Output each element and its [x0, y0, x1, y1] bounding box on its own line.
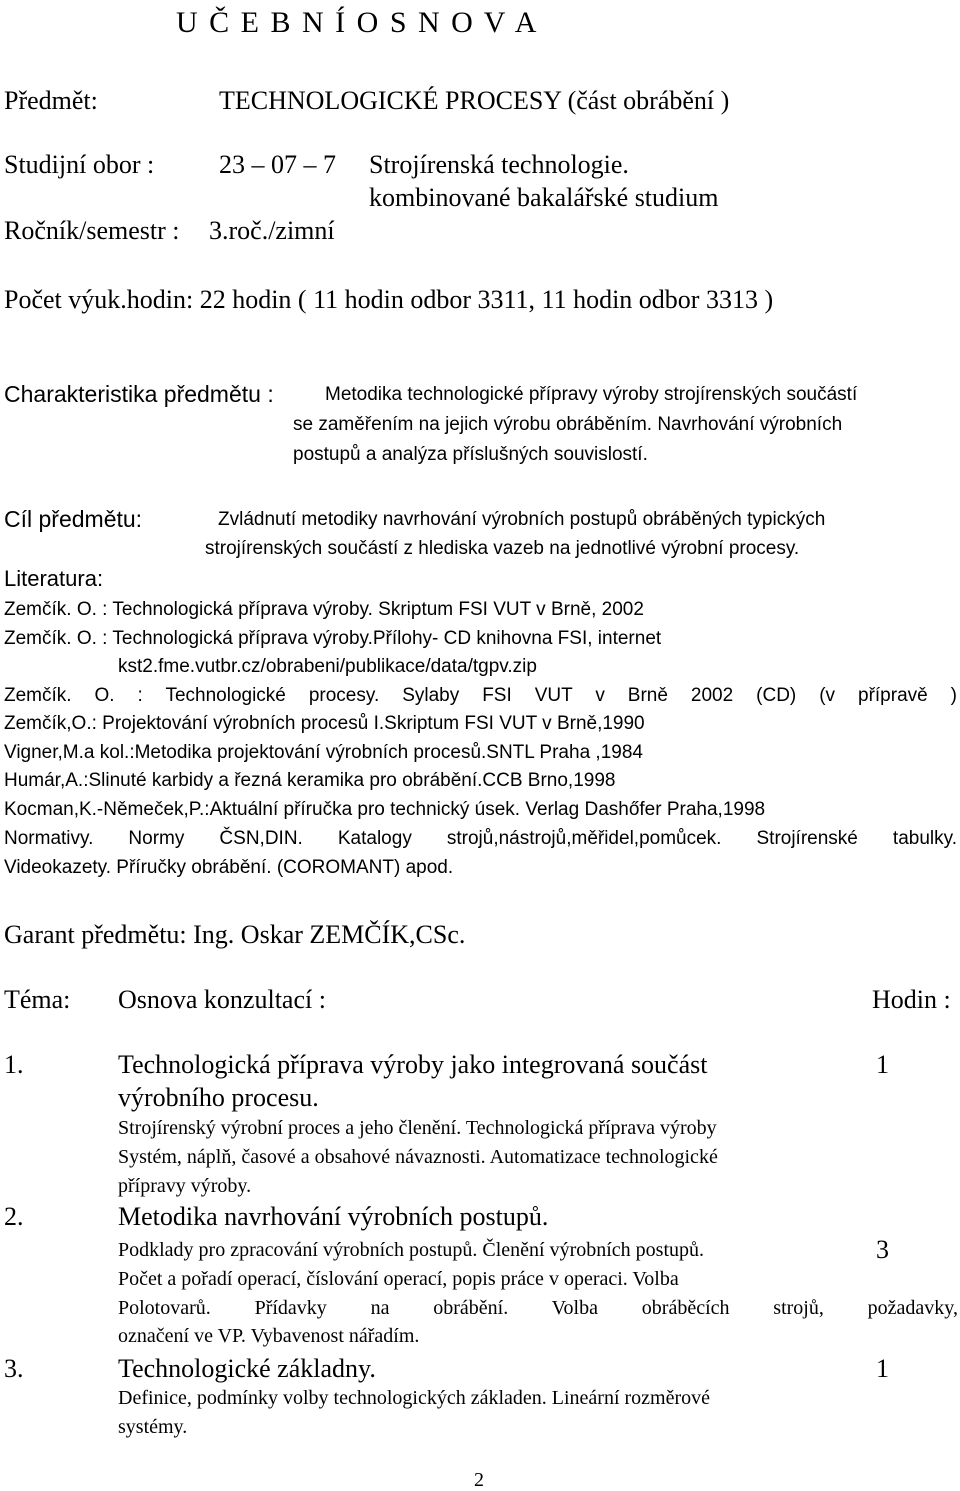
topic-hours: 1	[876, 1050, 889, 1079]
topic-detail: Počet a pořadí operací, číslování operací, popis práce v operaci. Volba	[118, 1268, 679, 1290]
year-semester-value: 3.roč./zimní	[209, 216, 335, 245]
literature-item: Kocman,K.-Němeček,P.:Aktuální příručka pro technický úsek. Verlag Dashőfer Praha,1998	[4, 799, 766, 820]
subject-label: Předmět:	[4, 86, 98, 115]
topic-hours: 3	[876, 1235, 889, 1264]
literature-item: Humár,A.:Slinuté karbidy a řezná keramika pro obrábění.CCB Brno,1998	[4, 770, 616, 791]
topic-title: Technologické základny.	[118, 1354, 376, 1383]
characteristics-line: postupů a analýza příslušných souvislostí.	[293, 444, 648, 465]
subject-value: TECHNOLOGICKÉ PROCESY (část obrábění )	[219, 86, 730, 115]
study-type: kombinované bakalářské studium	[369, 183, 719, 212]
topic-detail: označení ve VP. Vybavenost nářadím.	[118, 1325, 420, 1347]
literature-item: Zemčík. O. : Technologická příprava výroby.Přílohy- CD knihovna FSI, internet	[4, 628, 662, 649]
goal-line: strojírenských součástí z hlediska vazeb na jednotlivé výrobní procesy.	[205, 538, 800, 559]
field-name: Strojírenská technologie.	[369, 150, 629, 179]
topic-detail: Systém, náplň, časové a obsahové návaznosti. Automatizace technologické	[118, 1146, 718, 1168]
literature-item: Zemčík,O.: Projektování výrobních procesů I.Skriptum FSI VUT v Brně,1990	[4, 713, 645, 734]
field-label: Studijní obor :	[4, 150, 155, 179]
goal-line: Zvládnutí metodiky navrhování výrobních postupů obráběných typických	[218, 509, 826, 530]
literature-item: Normativy. Normy ČSN,DIN. Katalogy strojů,nástrojů,měřidel,pomůcek. Strojírenské tabulky.	[4, 828, 957, 849]
document-title: U Č E B N Í O S N O V A	[176, 6, 539, 39]
characteristics-line: Metodika technologické přípravy výroby strojírenských součástí	[325, 384, 858, 405]
guarantor: Garant předmětu: Ing. Oskar ZEMČÍK,CSc.	[4, 920, 466, 949]
topic-detail: Strojírenský výrobní proces a jeho členění. Technologická příprava výroby	[118, 1117, 717, 1139]
topic-title: Technologická příprava výroby jako integrovaná součást	[118, 1050, 708, 1079]
field-code: 23 – 07 – 7	[219, 150, 336, 179]
topic-detail: přípravy výroby.	[118, 1175, 252, 1197]
topic-column-header: Téma:	[4, 985, 71, 1014]
characteristics-label: Charakteristika předmětu :	[4, 381, 274, 407]
teaching-hours: Počet výuk.hodin: 22 hodin ( 11 hodin odbor 3311, 11 hodin odbor 3313 )	[4, 285, 774, 314]
topic-title: výrobního procesu.	[118, 1083, 319, 1112]
syllabus-column-header: Osnova konzultací :	[118, 985, 326, 1014]
literature-item: Zemčík. O. : Technologické procesy. Sylaby FSI VUT v Brně 2002 (CD) (v přípravě )	[4, 685, 957, 706]
topic-detail: Podklady pro zpracování výrobních postupů. Členění výrobních postupů.	[118, 1239, 705, 1261]
year-semester-label: Ročník/semestr :	[4, 216, 180, 245]
literature-item: Vigner,M.a kol.:Metodika projektování výrobních procesů.SNTL Praha ,1984	[4, 742, 643, 763]
topic-number: 3.	[4, 1354, 24, 1383]
topic-detail: Definice, podmínky volby technologických základen. Lineární rozměrové	[118, 1387, 711, 1409]
topic-hours: 1	[876, 1354, 889, 1383]
characteristics-line: se zaměřením na jejich výrobu obráběním. Navrhování výrobních	[293, 414, 843, 435]
topic-detail: systémy.	[118, 1416, 188, 1438]
literature-item: Zemčík. O. : Technologická příprava výroby. Skriptum FSI VUT v Brně, 2002	[4, 599, 644, 620]
literature-item: kst2.fme.vutbr.cz/obrabeni/publikace/data/tgpv.zip	[118, 656, 537, 677]
topic-number: 2.	[4, 1202, 24, 1231]
topic-detail: Polotovarů. Přídavky na obrábění. Volba obráběcích strojů, požadavky,	[118, 1297, 958, 1319]
hours-column-header: Hodin :	[872, 985, 951, 1014]
goal-label: Cíl předmětu:	[4, 506, 143, 532]
page-number: 2	[474, 1469, 484, 1491]
literature-item: Videokazety. Příručky obrábění. (COROMANT) apod.	[4, 857, 454, 878]
topic-number: 1.	[4, 1050, 24, 1079]
topic-title: Metodika navrhování výrobních postupů.	[118, 1202, 549, 1231]
literature-label: Literatura:	[4, 566, 104, 591]
